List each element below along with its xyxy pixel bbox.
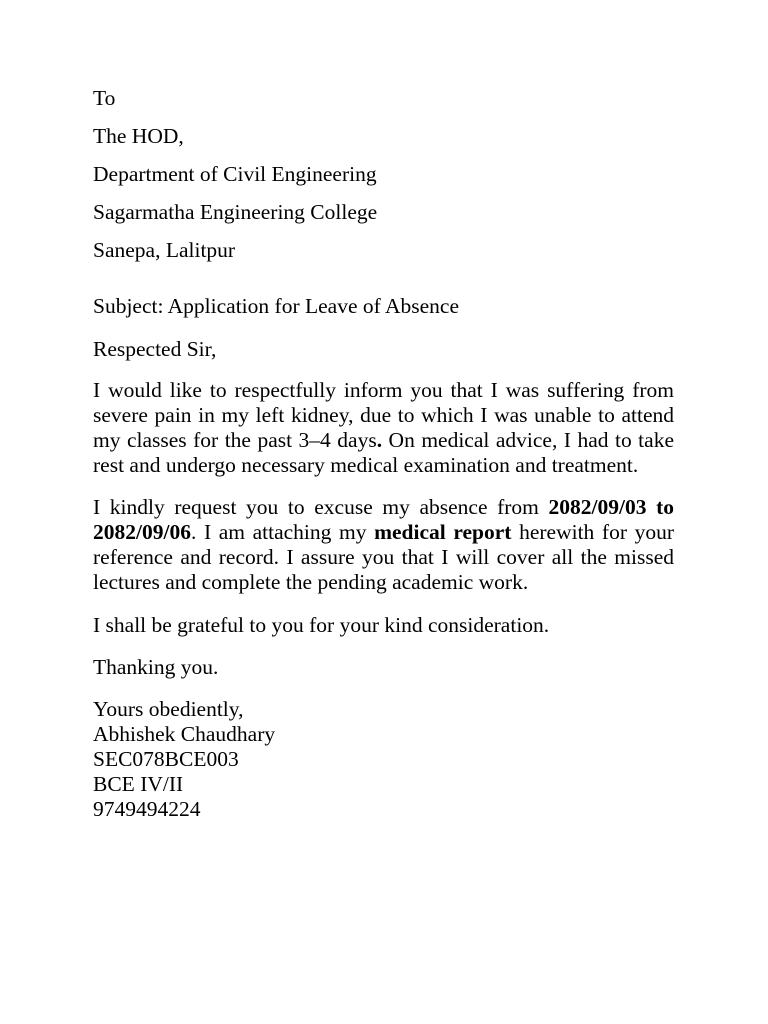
sender-name: Abhishek Chaudhary: [93, 722, 276, 746]
closing-line: I shall be grateful to you for your kind consideration.: [93, 613, 550, 637]
recipient-address: Sanepa, Lalitpur: [93, 238, 236, 262]
signoff: Yours obediently,: [93, 697, 244, 721]
body-paragraph-2: [93, 495, 674, 595]
paragraph-1-text-b: On medical advice, I had to take rest and undergo necessary medical examination and treatment.: [93, 428, 674, 477]
recipient-title: The HOD,: [93, 124, 184, 148]
paragraph-1-text-a: I would like to respectfully inform you that I was suffering from severe pain in my left kidney, due to which I was unable to attend my classes for the past 3–4 days: [93, 378, 674, 452]
paragraph-2-text-b: . I am attaching my: [190, 520, 375, 544]
letter: [93, 86, 674, 822]
sender-roll-number: SEC078BCE003: [93, 747, 239, 771]
sender-phone: 9749494224: [93, 797, 201, 821]
recipient-block: [93, 86, 674, 263]
thanks-line: Thanking you.: [93, 655, 219, 679]
letter-subject: Subject: Application for Leave of Absence: [93, 294, 459, 318]
signature-block: [93, 697, 674, 822]
paragraph-1-bold-period: .: [376, 428, 383, 452]
recipient-college: Sagarmatha Engineering College: [93, 200, 378, 224]
leave-dates: 2082/09/03 to 2082/09/06: [93, 495, 675, 544]
medical-report-emphasis: medical report: [374, 520, 512, 544]
recipient-department: Department of Civil Engineering: [93, 162, 377, 186]
paragraph-2-text-a: I kindly request you to excuse my absence from: [93, 495, 549, 519]
recipient-to: To: [93, 86, 116, 110]
sender-class: BCE IV/II: [93, 772, 184, 796]
salutation: Respected Sir,: [93, 337, 217, 361]
body-paragraph-1: [93, 378, 674, 478]
paragraph-2-text-c: herewith for your reference and record. I assure you that I will cover all the missed lectures and complete the pending academic work.: [93, 520, 674, 594]
